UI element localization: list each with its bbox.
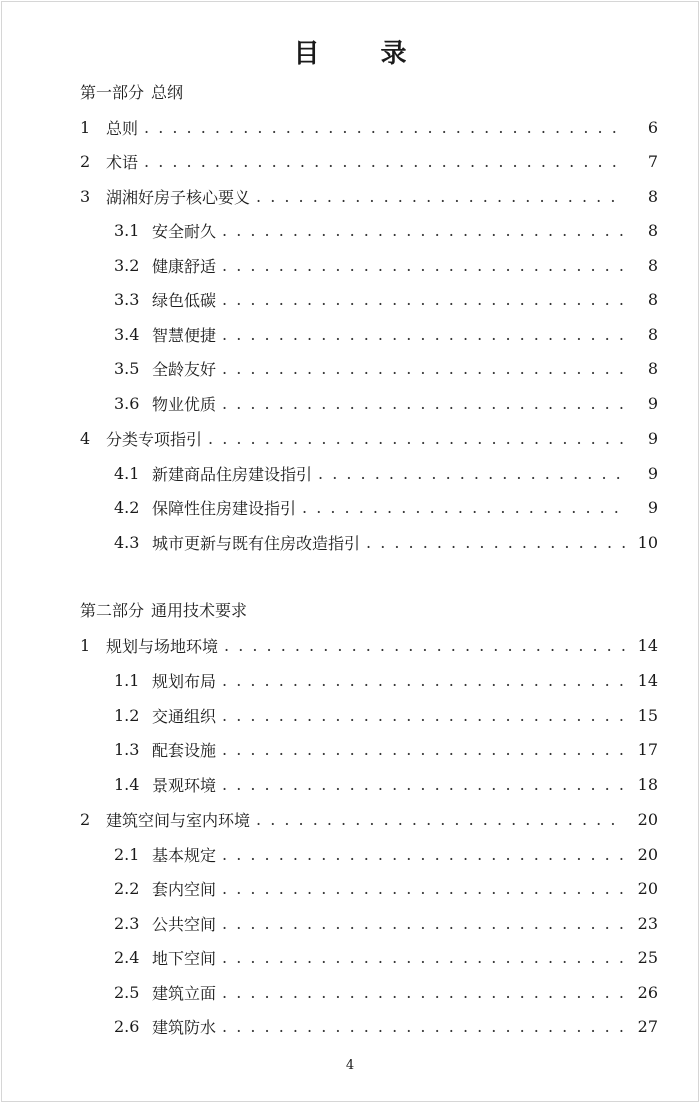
part-name: 总纲 [151,83,184,102]
entry-label: 智慧便捷 [152,325,217,345]
entry-label: 城市更新与既有住房改造指引 [152,533,361,553]
entry-label: 建筑空间与室内环境 [106,810,251,830]
entry-label: 规划与场地环境 [106,636,219,656]
part-prefix: 第一部分 [80,83,145,102]
entry-number: 4.3 [114,532,140,552]
toc-entry[interactable] [0,704,700,726]
toc-entry[interactable] [0,773,700,795]
entry-number: 1.4 [114,774,140,794]
entry-label: 术语 [106,152,139,172]
toc-entry[interactable] [0,427,700,449]
toc-entry[interactable] [0,634,700,656]
toc-entry[interactable] [0,496,700,518]
entry-number: 2.2 [114,878,140,898]
toc-entry[interactable] [0,738,700,760]
entry-number: 2.5 [114,982,140,1002]
toc-entry[interactable] [0,912,700,934]
entry-page: 8 [647,186,658,206]
page-number: 4 [345,1058,355,1073]
entry-number: 1 [80,117,91,137]
entry-page: 26 [637,982,658,1002]
toc-entry[interactable] [0,981,700,1003]
entry-page: 14 [637,670,658,690]
entry-label: 分类专项指引 [106,429,203,449]
dot-leader [222,671,626,690]
entry-number: 1 [80,635,91,655]
toc-entry[interactable] [0,219,700,241]
entry-number: 3.5 [114,358,140,378]
dot-leader [222,1017,626,1036]
entry-page: 9 [647,463,658,483]
entry-number: 2.1 [114,844,140,864]
dot-leader [222,914,626,933]
entry-number: 2.4 [114,947,140,967]
toc-entry[interactable] [0,288,700,310]
dot-leader [366,533,626,552]
entry-number: 2 [80,809,91,829]
dot-leader [256,810,626,829]
entry-page: 8 [647,255,658,275]
entry-page: 27 [637,1016,658,1036]
dot-leader [222,325,626,344]
dot-leader [222,740,626,759]
dot-leader [222,706,626,725]
entry-label: 建筑立面 [152,983,217,1003]
entry-label: 景观环境 [152,775,217,795]
toc-entry[interactable] [0,150,700,172]
toc-entry[interactable] [0,185,700,207]
entry-number: 1.3 [114,739,140,759]
entry-page: 9 [647,428,658,448]
dot-leader [256,187,626,206]
entry-page: 8 [647,324,658,344]
entry-number: 1.2 [114,705,140,725]
entry-number: 4.2 [114,497,140,517]
entry-label: 保障性住房建设指引 [152,498,297,518]
entry-number: 3 [80,186,91,206]
entry-number: 4 [80,428,91,448]
dot-leader [222,845,626,864]
entry-page: 20 [637,844,658,864]
dot-leader [144,118,626,137]
entry-label: 规划布局 [152,671,217,691]
dot-leader [222,775,626,794]
toc-entry[interactable] [0,531,700,553]
dot-leader [222,948,626,967]
toc-entry[interactable] [0,392,700,414]
entry-label: 全龄友好 [152,359,217,379]
entry-page: 7 [647,151,658,171]
entry-page: 8 [647,289,658,309]
dot-leader [224,636,626,655]
part-prefix: 第二部分 [80,601,145,620]
entry-page: 10 [637,532,658,552]
part-heading-1 [80,80,183,103]
entry-number: 2.6 [114,1016,140,1036]
dot-leader [222,983,626,1002]
entry-label: 套内空间 [152,879,217,899]
entry-label: 总则 [106,118,139,138]
dot-leader [208,429,626,448]
entry-label: 物业优质 [152,394,217,414]
dot-leader [222,394,626,413]
toc-entry[interactable] [0,116,700,138]
entry-label: 基本规定 [152,845,217,865]
entry-number: 4.1 [114,463,140,483]
toc-entry[interactable] [0,254,700,276]
toc-entry[interactable] [0,1015,700,1037]
entry-label: 配套设施 [152,740,217,760]
entry-page: 18 [637,774,658,794]
dot-leader [222,359,626,378]
entry-label: 安全耐久 [152,221,217,241]
toc-entry[interactable] [0,946,700,968]
entry-number: 2.3 [114,913,140,933]
entry-number: 3.4 [114,324,140,344]
entry-number: 3.3 [114,289,140,309]
entry-label: 公共空间 [152,914,217,934]
entry-page: 20 [637,878,658,898]
entry-page: 23 [637,913,658,933]
entry-label: 湖湘好房子核心要义 [106,187,251,207]
toc-entry[interactable] [0,323,700,345]
toc-entry[interactable] [0,808,700,830]
dot-leader [318,464,626,483]
toc-title: 目 录 [293,39,433,69]
entry-page: 15 [637,705,658,725]
entry-page: 6 [647,117,658,137]
entry-label: 新建商品住房建设指引 [152,464,313,484]
entry-number: 3.1 [114,220,140,240]
entry-label: 交通组织 [152,706,217,726]
part-name: 通用技术要求 [151,601,248,620]
entry-label: 绿色低碳 [152,290,217,310]
entry-page: 8 [647,220,658,240]
dot-leader [302,498,626,517]
dot-leader [222,290,626,309]
toc-entry[interactable] [0,462,700,484]
entry-page: 8 [647,358,658,378]
entry-number: 1.1 [114,670,140,690]
entry-page: 20 [637,809,658,829]
entry-page: 25 [637,947,658,967]
entry-page: 17 [637,739,658,759]
dot-leader [222,221,626,240]
toc-entry[interactable] [0,843,700,865]
part-heading-2 [80,598,247,621]
dot-leader [144,152,626,171]
entry-page: 9 [647,497,658,517]
entry-label: 建筑防水 [152,1017,217,1037]
toc-entry[interactable] [0,669,700,691]
entry-number: 2 [80,151,91,171]
entry-page: 14 [637,635,658,655]
entry-number: 3.2 [114,255,140,275]
entry-label: 地下空间 [152,948,217,968]
dot-leader [222,879,626,898]
entry-number: 3.6 [114,393,140,413]
toc-entry[interactable] [0,357,700,379]
entry-label: 健康舒适 [152,256,217,276]
entry-page: 9 [647,393,658,413]
dot-leader [222,256,626,275]
toc-entry[interactable] [0,877,700,899]
